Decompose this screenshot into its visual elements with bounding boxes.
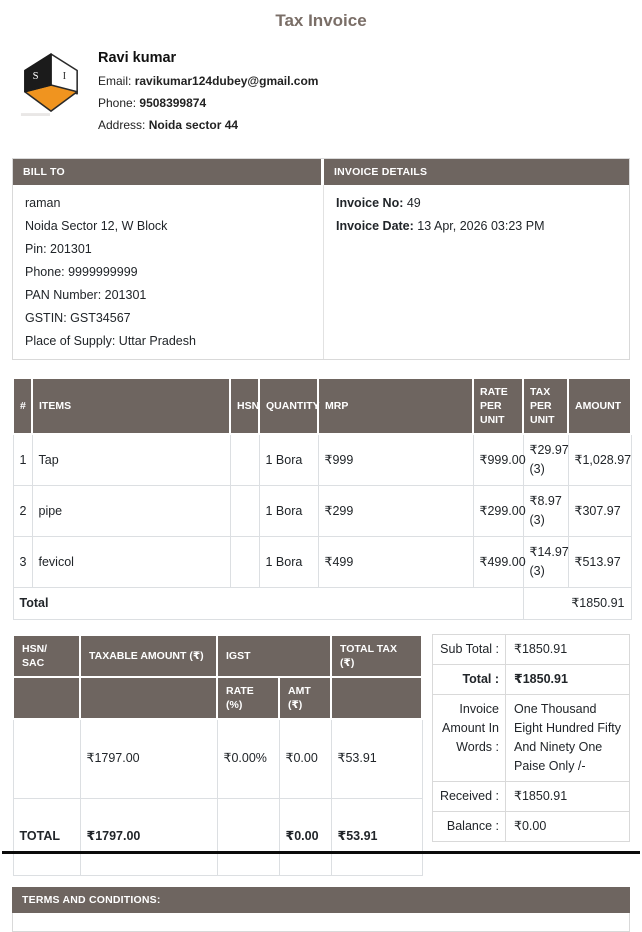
col-spacer bbox=[331, 677, 422, 719]
cell-qty: 1 Bora bbox=[259, 434, 318, 486]
cell-amount: ₹513.97 bbox=[568, 537, 631, 588]
item-row bbox=[13, 434, 631, 486]
items-total-amount: ₹1850.91 bbox=[523, 588, 631, 620]
cell-qty: 1 Bora bbox=[259, 486, 318, 537]
billto-line: raman bbox=[25, 196, 61, 210]
cell-item: fevicol bbox=[32, 537, 230, 588]
invoice-no-line bbox=[336, 192, 617, 215]
cube-logo-icon bbox=[20, 50, 82, 120]
col-igst-rate: RATE (%) bbox=[217, 677, 279, 719]
cell-amt: ₹0.00 bbox=[279, 719, 331, 798]
balance-value: ₹0.00 bbox=[505, 812, 629, 841]
billto-line: Place of Supply: Uttar Pradesh bbox=[25, 334, 196, 348]
panel-bodies bbox=[13, 185, 629, 359]
total-row bbox=[433, 665, 629, 695]
col-spacer bbox=[80, 677, 217, 719]
billto-line: Phone: 9999999999 bbox=[25, 265, 138, 279]
balance-label: Balance : bbox=[446, 819, 500, 833]
subtotal-row bbox=[433, 635, 629, 665]
balance-row bbox=[433, 812, 629, 841]
invoice-no-label: Invoice No: bbox=[336, 196, 404, 210]
col-mrp: MRP bbox=[318, 378, 473, 434]
phone-value: 9508399874 bbox=[139, 96, 207, 110]
cell-item: pipe bbox=[32, 486, 230, 537]
terms-content bbox=[12, 913, 630, 932]
col-igst: IGST bbox=[217, 635, 331, 677]
cell-hsn-sac bbox=[13, 719, 80, 798]
items-total-row bbox=[13, 588, 631, 620]
subtotal-value: ₹1850.91 bbox=[505, 635, 629, 664]
col-rate-per-unit: RATE PER UNIT bbox=[473, 378, 523, 434]
tax-summary-table bbox=[12, 634, 423, 876]
cell-mrp: ₹999 bbox=[318, 434, 473, 486]
total-value: ₹1850.91 bbox=[505, 665, 629, 694]
billto-line: Pin: 201301 bbox=[25, 242, 92, 256]
tax-total-row bbox=[13, 798, 422, 875]
company-info bbox=[98, 50, 318, 132]
cell-tax: ₹8.97 (3) bbox=[523, 486, 568, 537]
company-address bbox=[98, 118, 318, 132]
items-header-row bbox=[13, 378, 631, 434]
col-spacer bbox=[13, 677, 80, 719]
invoice-date-line bbox=[336, 215, 617, 238]
tax-header-row-1 bbox=[13, 635, 422, 677]
item-row bbox=[13, 537, 631, 588]
tax-total-amt: ₹0.00 bbox=[279, 798, 331, 875]
company-email bbox=[98, 74, 318, 88]
cell-amount: ₹1,028.97 bbox=[568, 434, 631, 486]
tax-total-label: TOTAL bbox=[13, 798, 80, 875]
cell-hsn bbox=[230, 486, 259, 537]
cell-num: 2 bbox=[13, 486, 32, 537]
tax-header-row-2 bbox=[13, 677, 422, 719]
col-igst-amt: AMT (₹) bbox=[279, 677, 331, 719]
amount-in-words-value: One Thousand Eight Hundred Fifty And Ninety One Paise Only /- bbox=[505, 695, 629, 781]
company-phone bbox=[98, 96, 318, 110]
tax-total-taxable: ₹1797.00 bbox=[80, 798, 217, 875]
cell-item: Tap bbox=[32, 434, 230, 486]
cell-rate: ₹299.00 bbox=[473, 486, 523, 537]
cell-tax: ₹29.97 (3) bbox=[523, 434, 568, 486]
cell-qty: 1 Bora bbox=[259, 537, 318, 588]
cell-rate: ₹499.00 bbox=[473, 537, 523, 588]
company-header bbox=[20, 50, 622, 132]
cell-hsn bbox=[230, 537, 259, 588]
item-row bbox=[13, 486, 631, 537]
cell-rate: ₹0.00% bbox=[217, 719, 279, 798]
billto-content bbox=[13, 185, 324, 359]
cell-num: 1 bbox=[13, 434, 32, 486]
total-label: Total : bbox=[462, 672, 500, 686]
cell-tax: ₹14.97 (3) bbox=[523, 537, 568, 588]
invoice-date-value: 13 Apr, 2026 03:23 PM bbox=[417, 219, 545, 233]
cell-total-tax: ₹53.91 bbox=[331, 719, 422, 798]
cell-hsn bbox=[230, 434, 259, 486]
tax-total-tax: ₹53.91 bbox=[331, 798, 422, 875]
received-label: Received : bbox=[439, 789, 500, 803]
terms-header: TERMS AND CONDITIONS: bbox=[12, 887, 630, 913]
address-value: Noida sector 44 bbox=[148, 118, 239, 132]
billto-line: GSTIN: GST34567 bbox=[25, 311, 131, 325]
received-row bbox=[433, 782, 629, 812]
panel-headers bbox=[13, 159, 629, 185]
email-label: Email: bbox=[98, 74, 132, 88]
page-title: Tax Invoice bbox=[275, 11, 367, 30]
billto-line: PAN Number: 201301 bbox=[25, 288, 147, 302]
address-label: Address: bbox=[98, 118, 146, 132]
page-bottom-divider bbox=[2, 851, 640, 854]
invoice-date-label: Invoice Date: bbox=[336, 219, 414, 233]
email-value: ravikumar124dubey@gmail.com bbox=[134, 74, 319, 88]
logo-letter-s: S bbox=[32, 71, 39, 83]
billto-invoice-details-panel bbox=[12, 158, 630, 360]
col-hsn-sac: HSN/ SAC bbox=[13, 635, 80, 677]
items-total-label: Total bbox=[13, 588, 523, 620]
col-num: # bbox=[13, 378, 32, 434]
col-quantity: QUANTITY bbox=[259, 378, 318, 434]
totals-panel bbox=[432, 634, 630, 842]
billto-header: BILL TO bbox=[13, 159, 324, 185]
cell-rate: ₹999.00 bbox=[473, 434, 523, 486]
items-table bbox=[12, 377, 632, 620]
subtotal-label: Sub Total : bbox=[440, 642, 500, 656]
cell-amount: ₹307.97 bbox=[568, 486, 631, 537]
cell-mrp: ₹499 bbox=[318, 537, 473, 588]
col-hsn: HSN bbox=[230, 378, 259, 434]
received-value: ₹1850.91 bbox=[505, 782, 629, 811]
cell-mrp: ₹299 bbox=[318, 486, 473, 537]
bottom-section bbox=[12, 634, 630, 876]
company-name: Ravi kumar bbox=[98, 50, 177, 66]
billto-line: Noida Sector 12, W Block bbox=[25, 219, 168, 233]
cell-taxable: ₹1797.00 bbox=[80, 719, 217, 798]
col-amount: AMOUNT bbox=[568, 378, 631, 434]
tax-data-row bbox=[13, 719, 422, 798]
col-taxable-amount: TAXABLE AMOUNT (₹) bbox=[80, 635, 217, 677]
tax-total-rate bbox=[217, 798, 279, 875]
logo-letter-i: I bbox=[62, 71, 67, 83]
amount-in-words-label: Invoice Amount In Words : bbox=[442, 702, 500, 754]
col-tax-per-unit: TAX PER UNIT bbox=[523, 378, 568, 434]
cell-num: 3 bbox=[13, 537, 32, 588]
invoice-details-header: INVOICE DETAILS bbox=[324, 159, 629, 185]
amount-in-words-row bbox=[433, 695, 629, 782]
phone-label: Phone: bbox=[98, 96, 137, 110]
col-total-tax: TOTAL TAX (₹) bbox=[331, 635, 422, 677]
invoice-details-content bbox=[324, 185, 629, 359]
invoice-no-value: 49 bbox=[406, 196, 421, 210]
col-items: ITEMS bbox=[32, 378, 230, 434]
terms-section bbox=[12, 887, 630, 932]
company-logo bbox=[20, 50, 82, 132]
